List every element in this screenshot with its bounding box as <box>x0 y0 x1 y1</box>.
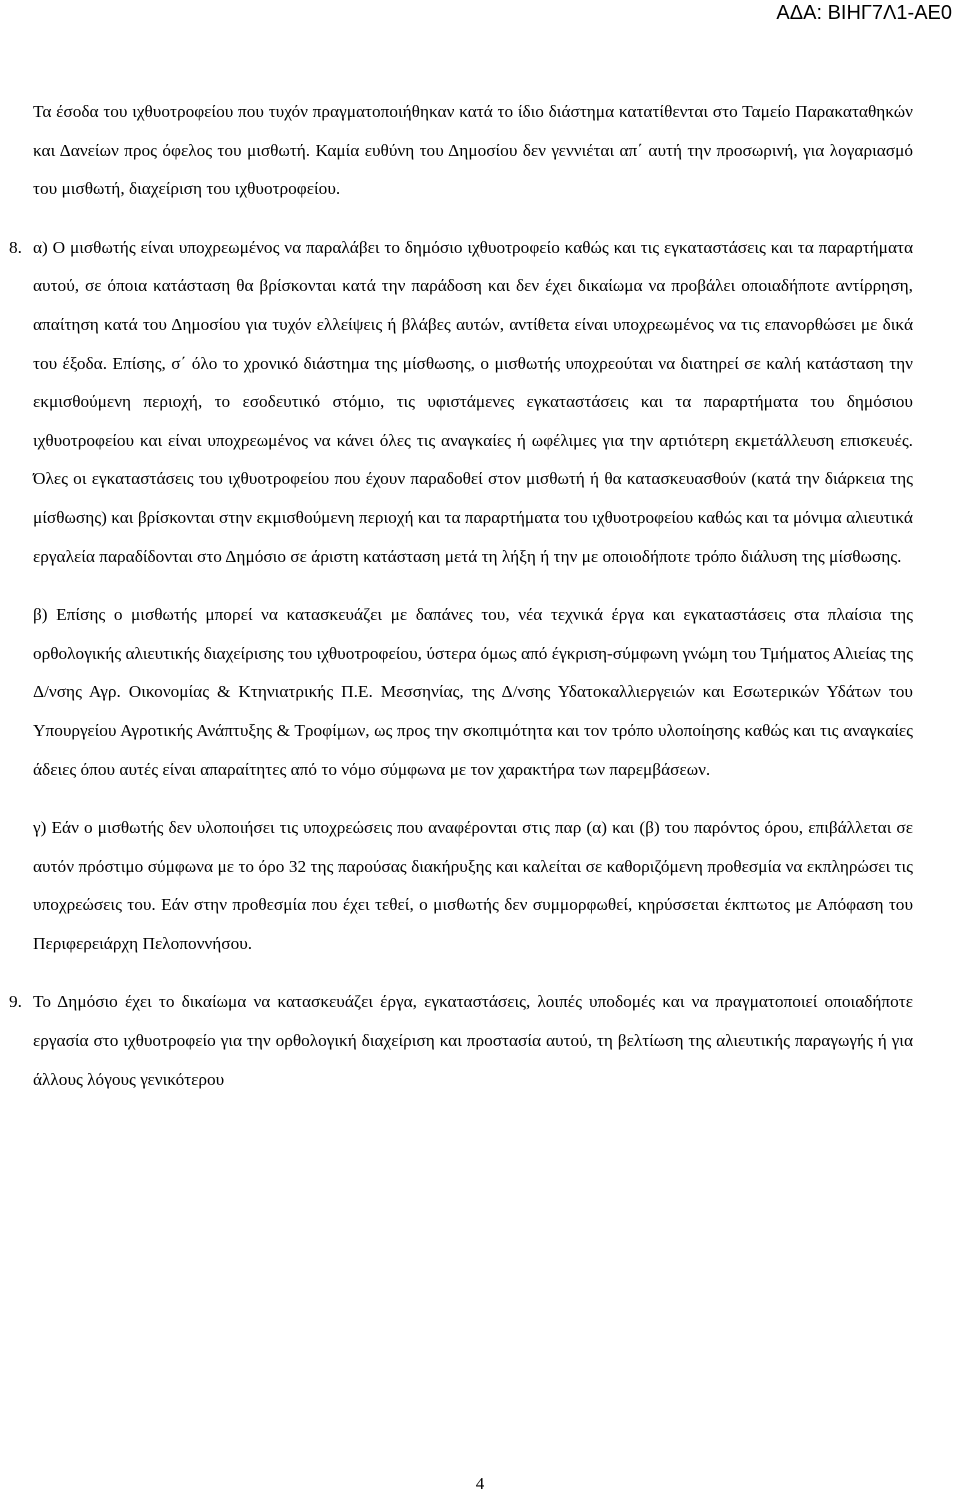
clause-8-number: 8. <box>9 237 22 257</box>
clause-9-text: Το Δημόσιο έχει το δικαίωμα να κατασκευάζει έργα, εγκαταστάσεις, λοιπές υποδομές και να πραγματοποιεί οποιαδήποτε εργασία στο ιχθυοτροφείο για την ορθολογική διαχείριση και προστασία αυτού, τη βελτίωση της αλιευτικής παραγωγής ή για άλλους λόγους γενικότερου <box>33 992 913 1089</box>
page-number: 4 <box>475 1474 485 1493</box>
ada-code: ΑΔΑ: ΒΙΗΓ7Λ1-ΑΕ0 <box>776 2 952 24</box>
clause-9 <box>9 983 913 1099</box>
clause-8c: γ) Εάν ο μισθωτής δεν υλοποιήσει τις υποχρεώσεις που αναφέρονται στις παρ (α) και (β) του παρόντος όρου, επιβάλλεται σε αυτόν πρόστιμο σύμφωνα με το όρο 32 της παρούσας διακήρυξης και καλείται σε καθοριζόμενη προθεσμία να εκπληρώσει τις υποχρεώσεις του. Εάν στην προθεσμία που έχει τεθεί, ο μισθωτής δεν συμμορφωθεί, κηρύσσεται έκπτωτος με Απόφαση του Περιφερειάρχη Πελοποννήσου. <box>33 818 913 953</box>
clause-9-number: 9. <box>9 992 22 1012</box>
clause-8 <box>9 229 913 964</box>
clause-8a: α) Ο μισθωτής είναι υποχρεωμένος να παραλάβει το δημόσιο ιχθυοτροφείο καθώς και τις εγκαταστάσεις και τα παραρτήματα αυτού, σε όποια κατάσταση θα βρίσκονται κατά την παράδοση και δεν έχει δικαίωμα να προβάλει οποιαδήποτε αντίρρηση, απαίτηση κατά του Δημοσίου για τυχόν ελλείψεις ή βλάβες αυτών, αντίθετα είναι υποχρεωμένος να τις επανορθώσει με δικά του έξοδα. Επίσης, σ΄ όλο το χρονικό διάστημα της μίσθωσης, ο μισθωτής υποχρεούται να διατηρεί σε καλή κατάσταση την εκμισθούμενη περιοχή, το εσοδευτικό στόμιο, τις υφιστάμενες εγκαταστάσεις και τα παραρτήματα του δημόσιου ιχθυοτροφείου και είναι υποχρεωμένος να κάνει όλες τις αναγκαίες ή ωφέλιμες για την αρτιότερη εκμετάλλευση επισκευές. Όλες οι εγκαταστάσεις του ιχθυοτροφείου που έχουν παραδοθεί στον μισθωτή ή θα κατασκευασθούν (κατά την διάρκεια της μίσθωσης) και βρίσκονται στην εκμισθούμενη περιοχή και τα παραρτήματα του ιχθυοτροφείου καθώς και τα μόνιμα αλιευτικά εργαλεία παραδίδονται στο Δημόσιο σε άριστη κατάσταση μετά τη λήξη ή την με οποιοδήποτε τρόπο διάλυση της μίσθωσης. <box>33 237 913 566</box>
clause-8b: β) Επίσης ο μισθωτής μπορεί να κατασκευάζει με δαπάνες του, νέα τεχνικά έργα και εγκαταστάσεις στα πλαίσια της ορθολογικής αλιευτικής διαχείρισης του ιχθυοτροφείου, ύστερα όμως από έγκριση-σύμφωνη γνώμη του Τμήματος Αλιείας της Δ/νσης Αγρ. Οικονομίας & Κτηνιατρικής Π.Ε. Μεσσηνίας, της Δ/νσης Υδατοκαλλιεργειών και Εσωτερικών Υδάτων του Υπουργείου Αγροτικής Ανάπτυξης & Τροφίμων, ως προς την σκοπιμότητα και τον τρόπο υλοποίησης καθώς και τις αναγκαίες άδειες όπου αυτές είναι απαραίτητες από το νόμο σύμφωνα με τον χαρακτήρα των παρεμβάσεων. <box>33 605 913 779</box>
paragraph-revenue: Τα έσοδα του ιχθυοτροφείου που τυχόν πραγματοποιήθηκαν κατά το ίδιο διάστημα κατατίθενται στο Ταμείο Παρακαταθηκών και Δανείων προς όφελος του μισθωτή. Καμία ευθύνη του Δημοσίου δεν γεννιέται απ΄ αυτή την προσωρινή, για λογαριασμό του μισθωτή, διαχείριση του ιχθυοτροφείου. <box>33 102 913 199</box>
document-body <box>9 93 913 1099</box>
